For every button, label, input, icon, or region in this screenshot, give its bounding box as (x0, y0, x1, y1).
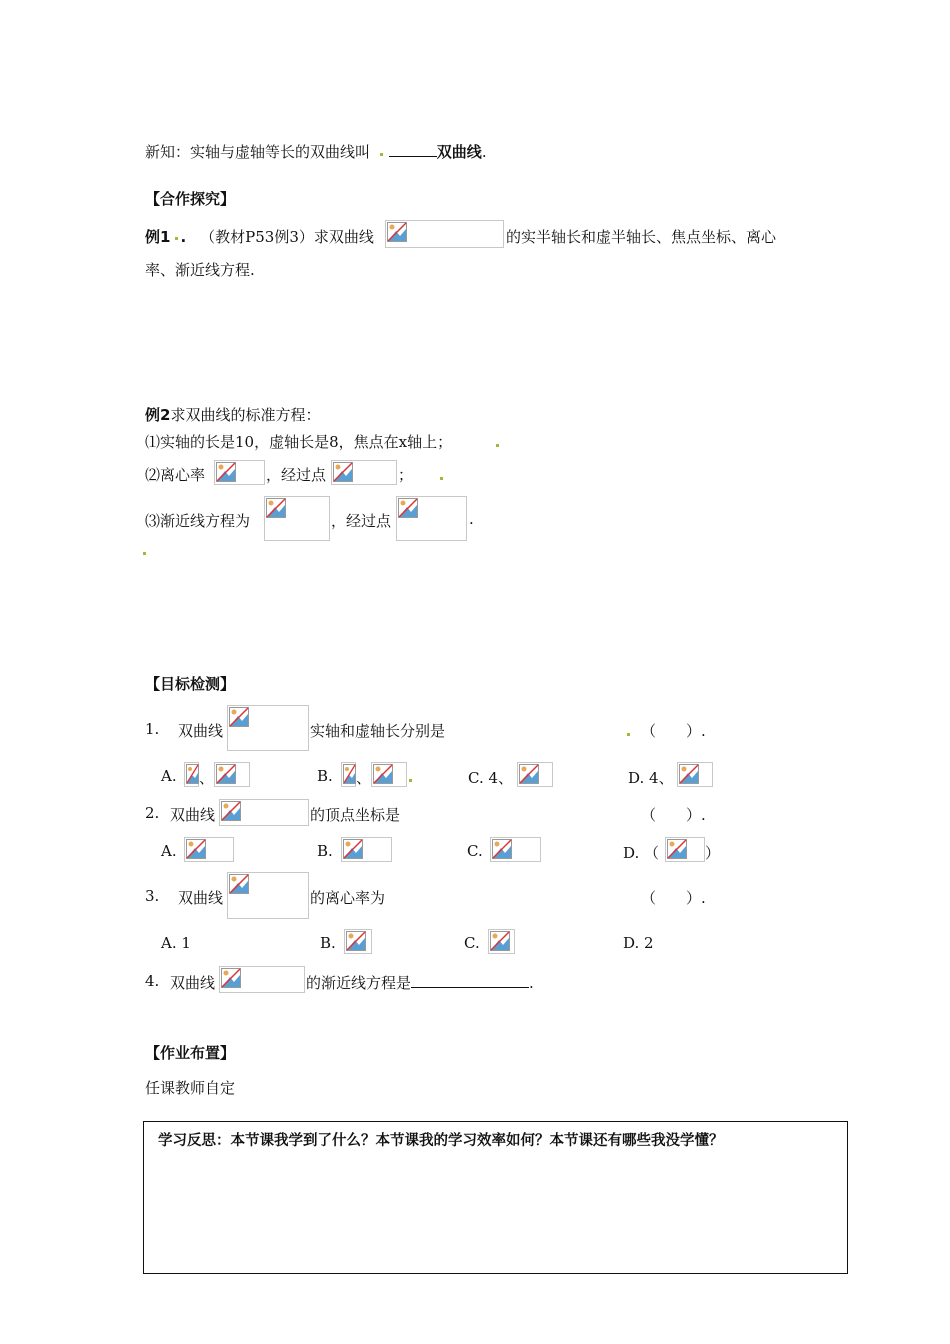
q1-pre: 双曲线 (178, 722, 224, 740)
intro-period: . (481, 143, 487, 161)
ex1-dot: . (180, 228, 187, 246)
reflection-prompt: 学习反思：本节课我学到了什么？本节课我的学习效率如何？本节课还有哪些我没学懂？ (158, 1133, 724, 1149)
q1-option-a: A. (161, 767, 177, 785)
q1-option-b-sep: 、 (356, 769, 372, 787)
q3-paren: （ ）. (641, 889, 706, 907)
section-coop-heading: 【合作探究】 (145, 190, 236, 208)
intro-blank (389, 142, 437, 157)
image-placeholder-icon (341, 762, 356, 787)
ex2-q2-b: ，经过点 (266, 466, 327, 484)
q1-paren: （ ）. (641, 722, 706, 740)
q3-num: 3. (145, 887, 160, 905)
q1-option-d: D. 4、 (628, 769, 674, 787)
ex2-heading (145, 404, 320, 425)
ex2-q3-b: ，经过点 (331, 512, 392, 530)
q1-option-a-sep: 、 (199, 769, 215, 787)
q3-option-d: D. 2 (623, 934, 654, 952)
ex2-q1: ⑴实轴的长是10，虚轴长是8，焦点在x轴上； (145, 433, 453, 451)
image-placeholder-icon (227, 872, 309, 919)
image-placeholder-icon (264, 496, 330, 541)
intro-text: 新知：实轴与虚轴等长的双曲线叫 (145, 143, 371, 161)
q3-option-a: A. 1 (161, 934, 191, 952)
ex2-q3-c: . (469, 510, 474, 528)
q2-option-d: D. （ (623, 844, 660, 862)
q3-option-b: B. (320, 934, 336, 952)
q1-num: 1. (145, 720, 160, 738)
q2-option-c: C. (467, 842, 483, 860)
ex1-text-a: （教材P53例3）求双曲线 (200, 228, 374, 246)
image-placeholder-icon (219, 799, 309, 826)
image-placeholder-icon (385, 220, 504, 248)
homework-text: 任课教师自定 (145, 1079, 236, 1097)
ex2-q2-c: ； (398, 466, 414, 484)
intro-term: 双曲线 (436, 143, 482, 161)
marker-dot (175, 237, 178, 240)
marker-dot (496, 444, 499, 447)
image-placeholder-icon (371, 762, 407, 787)
q2-pre: 双曲线 (170, 806, 216, 824)
ex1-line2: 率、渐近线方程. (145, 261, 255, 279)
q4-post (306, 972, 534, 993)
image-placeholder-icon (490, 837, 541, 862)
section-homework-heading: 【作业布置】 (145, 1044, 236, 1062)
ex2-q3-a: ⑶渐近线方程为 (145, 512, 251, 530)
q2-option-a: A. (161, 842, 177, 860)
marker-dot (143, 552, 146, 555)
image-placeholder-icon (665, 837, 705, 862)
ex2-text: 求双曲线的标准方程： (170, 406, 321, 424)
section-target-heading: 【目标检测】 (145, 675, 236, 693)
ex2-q2-a: ⑵离心率 (145, 466, 206, 484)
marker-dot (440, 477, 443, 480)
image-placeholder-icon (396, 496, 467, 541)
intro-line (145, 141, 487, 162)
q1-option-c: C. 4、 (468, 769, 514, 787)
reflection-box (143, 1121, 848, 1274)
q2-option-b: B. (317, 842, 333, 860)
image-placeholder-icon (184, 837, 234, 862)
q3-pre: 双曲线 (178, 889, 224, 907)
q1-post: 实轴和虚轴长分别是 (310, 722, 446, 740)
marker-dot (380, 153, 383, 156)
ex2-label: 例2 (145, 406, 171, 424)
image-placeholder-icon (677, 762, 713, 787)
q2-post: 的顶点坐标是 (310, 806, 401, 824)
image-placeholder-icon (214, 460, 265, 485)
ex1-line1 (145, 226, 374, 247)
q4-period: . (529, 974, 534, 992)
marker-dot (409, 779, 412, 782)
q4-pre: 双曲线 (170, 974, 216, 992)
image-placeholder-icon (488, 929, 515, 954)
image-placeholder-icon (184, 762, 199, 787)
q4-answer-blank (411, 973, 529, 988)
image-placeholder-icon (341, 837, 392, 862)
q4-post-text: 的渐近线方程是 (306, 974, 412, 992)
image-placeholder-icon (219, 966, 305, 993)
marker-dot (627, 733, 630, 736)
image-placeholder-icon (517, 762, 553, 787)
q2-option-d-close: ） (705, 844, 721, 862)
image-placeholder-icon (331, 460, 397, 485)
image-placeholder-icon (344, 929, 372, 954)
q3-option-c: C. (464, 934, 480, 952)
q1-option-b: B. (317, 767, 333, 785)
q4-num: 4. (145, 972, 160, 990)
q2-paren: （ ）. (641, 806, 706, 824)
ex1-label: 例1 (145, 228, 171, 246)
ex1-text-b: 的实半轴长和虚半轴长、焦点坐标、离心 (506, 228, 777, 246)
q3-post: 的离心率为 (310, 889, 386, 907)
image-placeholder-icon (214, 762, 250, 787)
image-placeholder-icon (227, 705, 309, 751)
q2-num: 2. (145, 804, 160, 822)
